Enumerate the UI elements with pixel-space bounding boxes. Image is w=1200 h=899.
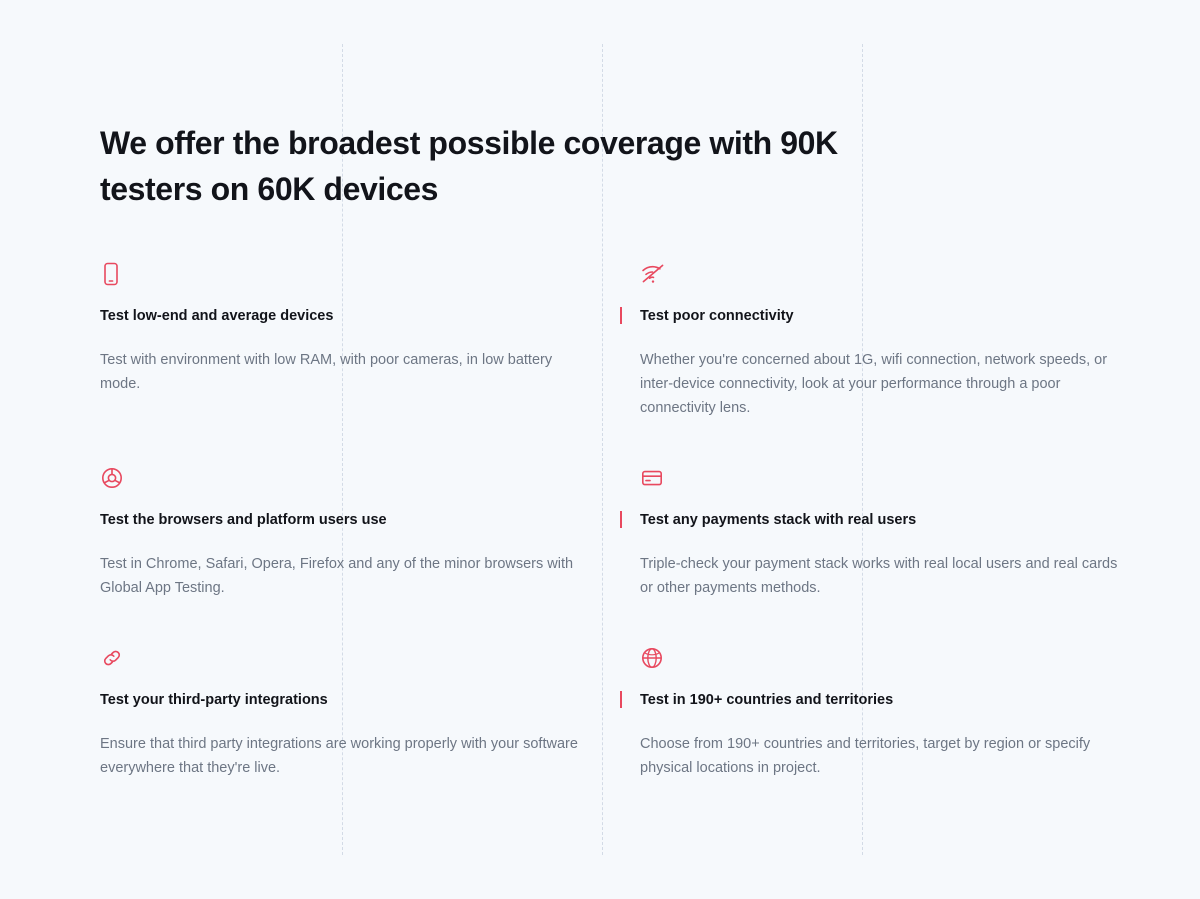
feature-title: Test the browsers and platform users use (100, 512, 387, 528)
feature-title: Test your third-party integrations (100, 692, 328, 708)
credit-card-icon (640, 460, 1140, 496)
feature-card-browsers-platforms (100, 460, 600, 640)
feature-description: Test in Chrome, Safari, Opera, Firefox and any of the minor browsers with Global App Testing. (100, 556, 574, 596)
feature-title: Test in 190+ countries and territories (640, 690, 1140, 710)
feature-card-low-end-devices (100, 256, 600, 460)
feature-card-poor-connectivity (620, 256, 1140, 460)
feature-card-countries-territories (620, 640, 1140, 820)
feature-description: Ensure that third party integrations are working properly with your software everywhere that they're live. (100, 736, 578, 776)
content-area (100, 120, 1140, 820)
feature-card-third-party-integrations (100, 640, 600, 820)
page-title: We offer the broadest possible coverage with 90K testers on 60K devices (100, 125, 838, 207)
feature-description: Choose from 190+ countries and territories, target by region or specify physical locations in project. (640, 736, 1091, 776)
wifi-off-icon (640, 256, 1140, 292)
feature-card-payments-stack (620, 460, 1140, 640)
feature-description: Test with environment with low RAM, with poor cameras, in low battery mode. (100, 352, 553, 392)
chrome-browser-icon (100, 460, 600, 496)
link-chain-icon (100, 640, 600, 676)
feature-title: Test any payments stack with real users (640, 510, 1140, 530)
feature-description: Triple-check your payment stack works with real local users and real cards or other payments methods. (640, 556, 1118, 596)
feature-title: Test poor connectivity (640, 306, 1140, 326)
mobile-phone-icon (100, 256, 600, 292)
features-grid (100, 256, 1140, 820)
globe-icon (640, 640, 1140, 676)
feature-title: Test low-end and average devices (100, 308, 334, 324)
feature-description: Whether you're concerned about 1G, wifi connection, network speeds, or inter-device connectivity, look at your performance through a poor connectivity lens. (640, 352, 1108, 416)
